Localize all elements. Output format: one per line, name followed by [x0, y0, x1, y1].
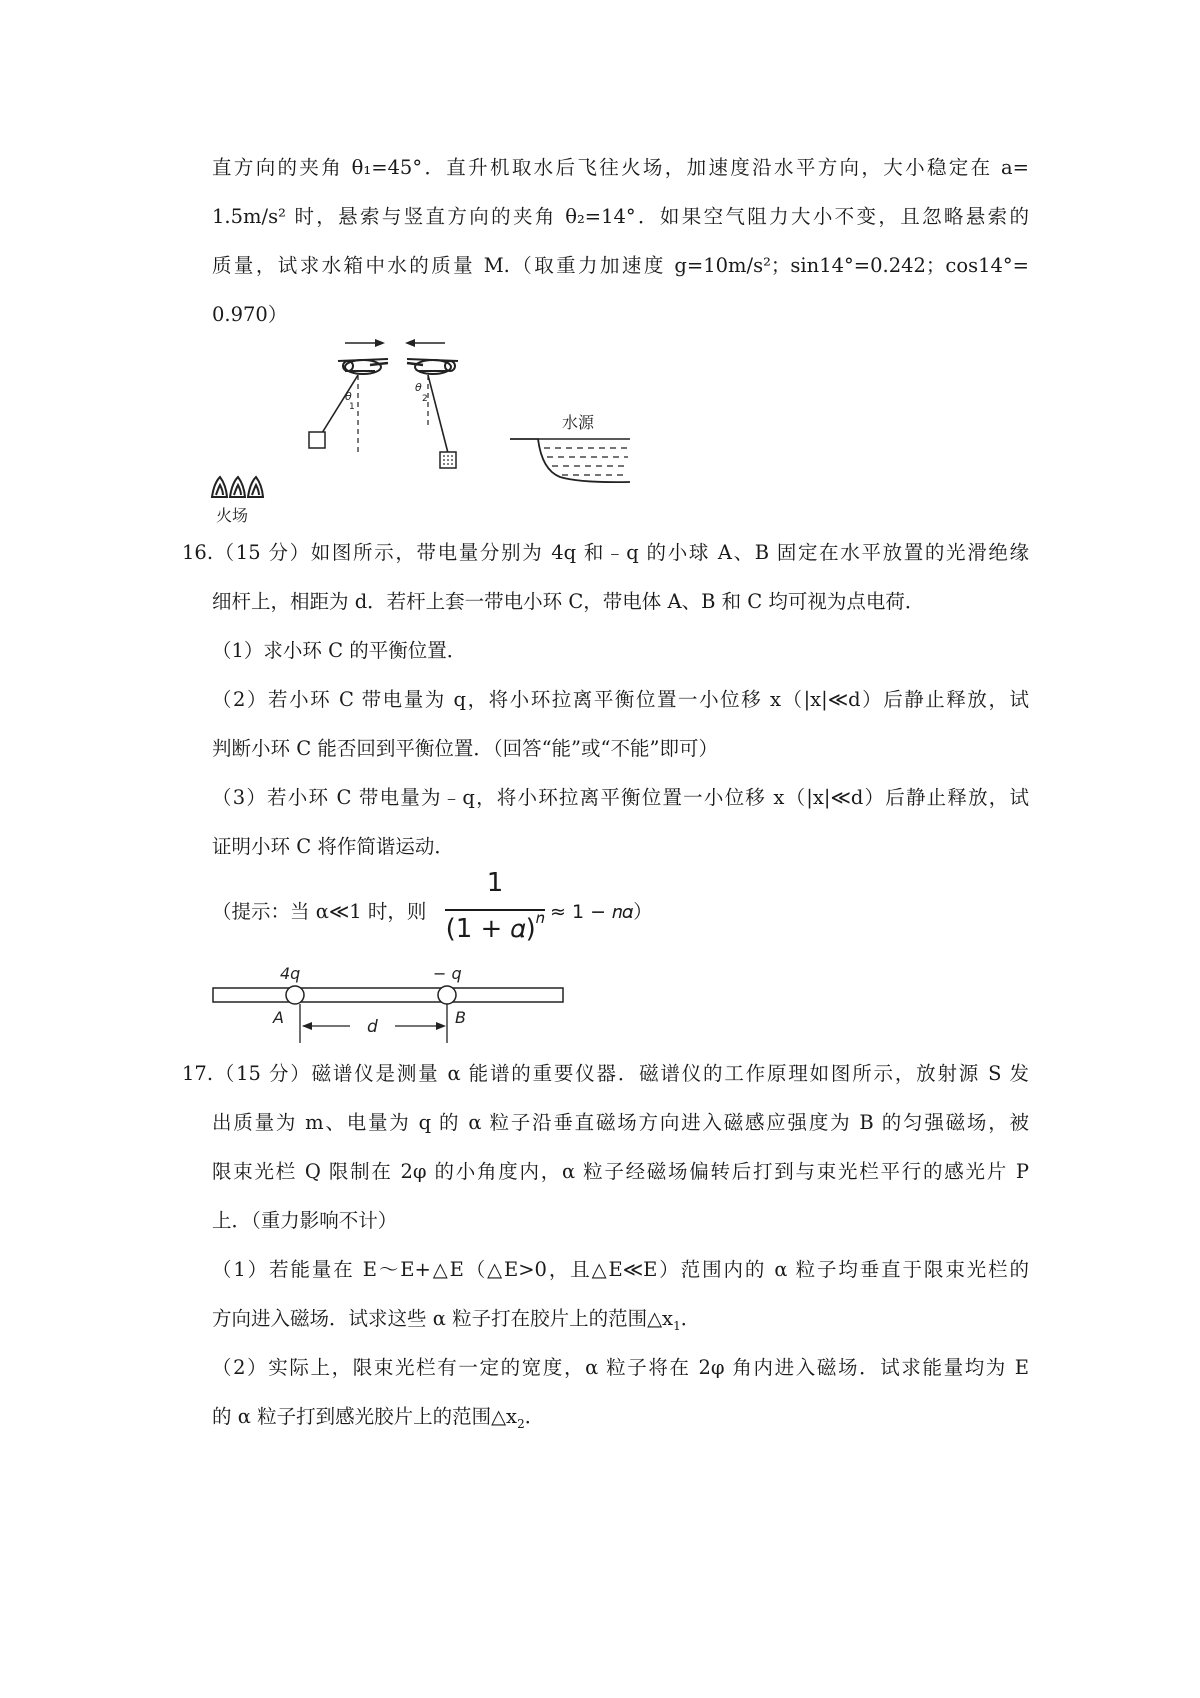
helicopter-left: [338, 359, 388, 374]
q16-line-1: 16.（15 分）如图所示，带电量分别为 4q 和﹣q 的小球 A、B 固定在水平放置的光滑绝缘: [182, 541, 1029, 564]
theta2-sub: 2: [422, 394, 428, 404]
helicopter-figure: [210, 335, 680, 530]
q15-line-1: 直方向的夹角 θ₁=45°．直升机取水后飞往火场，加速度沿水平方向，大小稳定在 a=: [212, 156, 1029, 179]
q17-line-1: 17.（15 分）磁谱仪是测量 α 能谱的重要仪器．磁谱仪的工作原理如图所示，放射源 S 发: [182, 1062, 1029, 1085]
q17-part-2b-text: 的 α 粒子打到感光胶片上的范围△x: [212, 1405, 518, 1428]
q17-part-2a: （2）实际上，限束光栏有一定的宽度，α 粒子将在 2φ 角内进入磁场．试求能量均为 E: [212, 1356, 1029, 1379]
left-arrow-icon: [405, 339, 445, 347]
q17-part-1a: （1）若能量在 E～E+△E（△E>0，且△E≪E）范围内的 α 粒子均垂直于限束光栏的: [212, 1258, 1029, 1281]
q15-line-2: 1.5m/s² 时，悬索与竖直方向的夹角 θ₂=14°．如果空气阻力大小不变，且忽略悬索的: [212, 205, 1029, 228]
q16-hint-rhs: ≈ 1 − 𝑛𝛼）: [550, 901, 653, 923]
hint-denominator-exp: 𝑛: [535, 908, 545, 927]
q16-hint-prefix: （提示：当 α≪1 时，则: [212, 900, 427, 923]
right-arrow-icon: [345, 339, 385, 347]
theta1-sub: 1: [349, 402, 355, 412]
q16-part-3b: 证明小环 C 将作简谐运动．: [212, 835, 454, 858]
fraction-bar: [445, 909, 545, 911]
q17-part-2b-sub: 2: [517, 1416, 525, 1431]
rod-figure: [205, 955, 575, 1045]
q17-part-2b-end: ．: [524, 1405, 545, 1428]
water-box-dots: [443, 455, 453, 465]
charge-b-label: − q: [433, 964, 462, 983]
helicopter-right: [407, 359, 458, 374]
water-basin: [510, 439, 630, 482]
water-source-label: 水源: [562, 413, 595, 432]
q17-line-2: 出质量为 m、电量为 q 的 α 粒子沿垂直磁场方向进入磁感应强度为 B 的匀强磁场，被: [212, 1111, 1029, 1134]
q16-part-2b: 判断小环 C 能否回到平衡位置．（回答“能”或“不能”即可）: [212, 737, 718, 760]
hint-denominator: [445, 908, 545, 945]
ball-b-label: B: [455, 1008, 466, 1027]
hint-fraction: [445, 868, 545, 948]
charge-a-label: 4q: [280, 964, 301, 983]
q17-line-3: 限束光栏 Q 限制在 2φ 的小角度内，α 粒子经磁场偏转后打到与束光栏平行的感光片 P: [212, 1160, 1029, 1183]
q16-part-2a: （2）若小环 C 带电量为 q，将小环拉离平衡位置一小位移 x（|x|≪d）后静止释放，试: [212, 688, 1029, 711]
q17-line-4: 上．（重力影响不计）: [212, 1209, 398, 1232]
water-box-left: [309, 432, 325, 448]
q16-part-3a: （3）若小环 C 带电量为﹣q，将小环拉离平衡位置一小位移 x（|x|≪d）后静止释放，试: [212, 786, 1029, 809]
hint-denominator-base: (1 + 𝛼): [445, 914, 536, 944]
q16-part-1: （1）求小环 C 的平衡位置．: [212, 639, 467, 662]
insulating-rod: [213, 988, 563, 1002]
q15-line-4: 0.970）: [212, 303, 288, 326]
fire-icon: [212, 477, 263, 497]
ball-a-label: A: [273, 1008, 284, 1027]
q16-line-2: 细杆上，相距为 d．若杆上套一带电小环 C，带电体 A、B 和 C 均可视为点电荷．: [212, 590, 925, 613]
ball-b: [438, 986, 456, 1004]
hint-numerator: 1: [486, 868, 504, 898]
theta1-label: θ: [345, 390, 352, 403]
q17-part-1b-text: 方向进入磁场．试求这些 α 粒子打在胶片上的范围△x: [212, 1307, 674, 1330]
q15-line-3: 质量，试求水箱中水的质量 M.（取重力加速度 g=10m/s²；sin14°=0.242；cos14°=: [212, 254, 1029, 277]
q17-part-2b: [212, 1405, 544, 1429]
distance-d-label: d: [367, 1017, 378, 1037]
fire-label: 火场: [216, 506, 249, 525]
q17-part-1b-sub: 1: [673, 1318, 681, 1333]
ball-a: [286, 986, 304, 1004]
q17-part-1b-end: ．: [680, 1307, 701, 1330]
theta2-label: θ: [415, 381, 422, 394]
q17-part-1b: [212, 1307, 700, 1331]
rope-right: [428, 375, 448, 453]
